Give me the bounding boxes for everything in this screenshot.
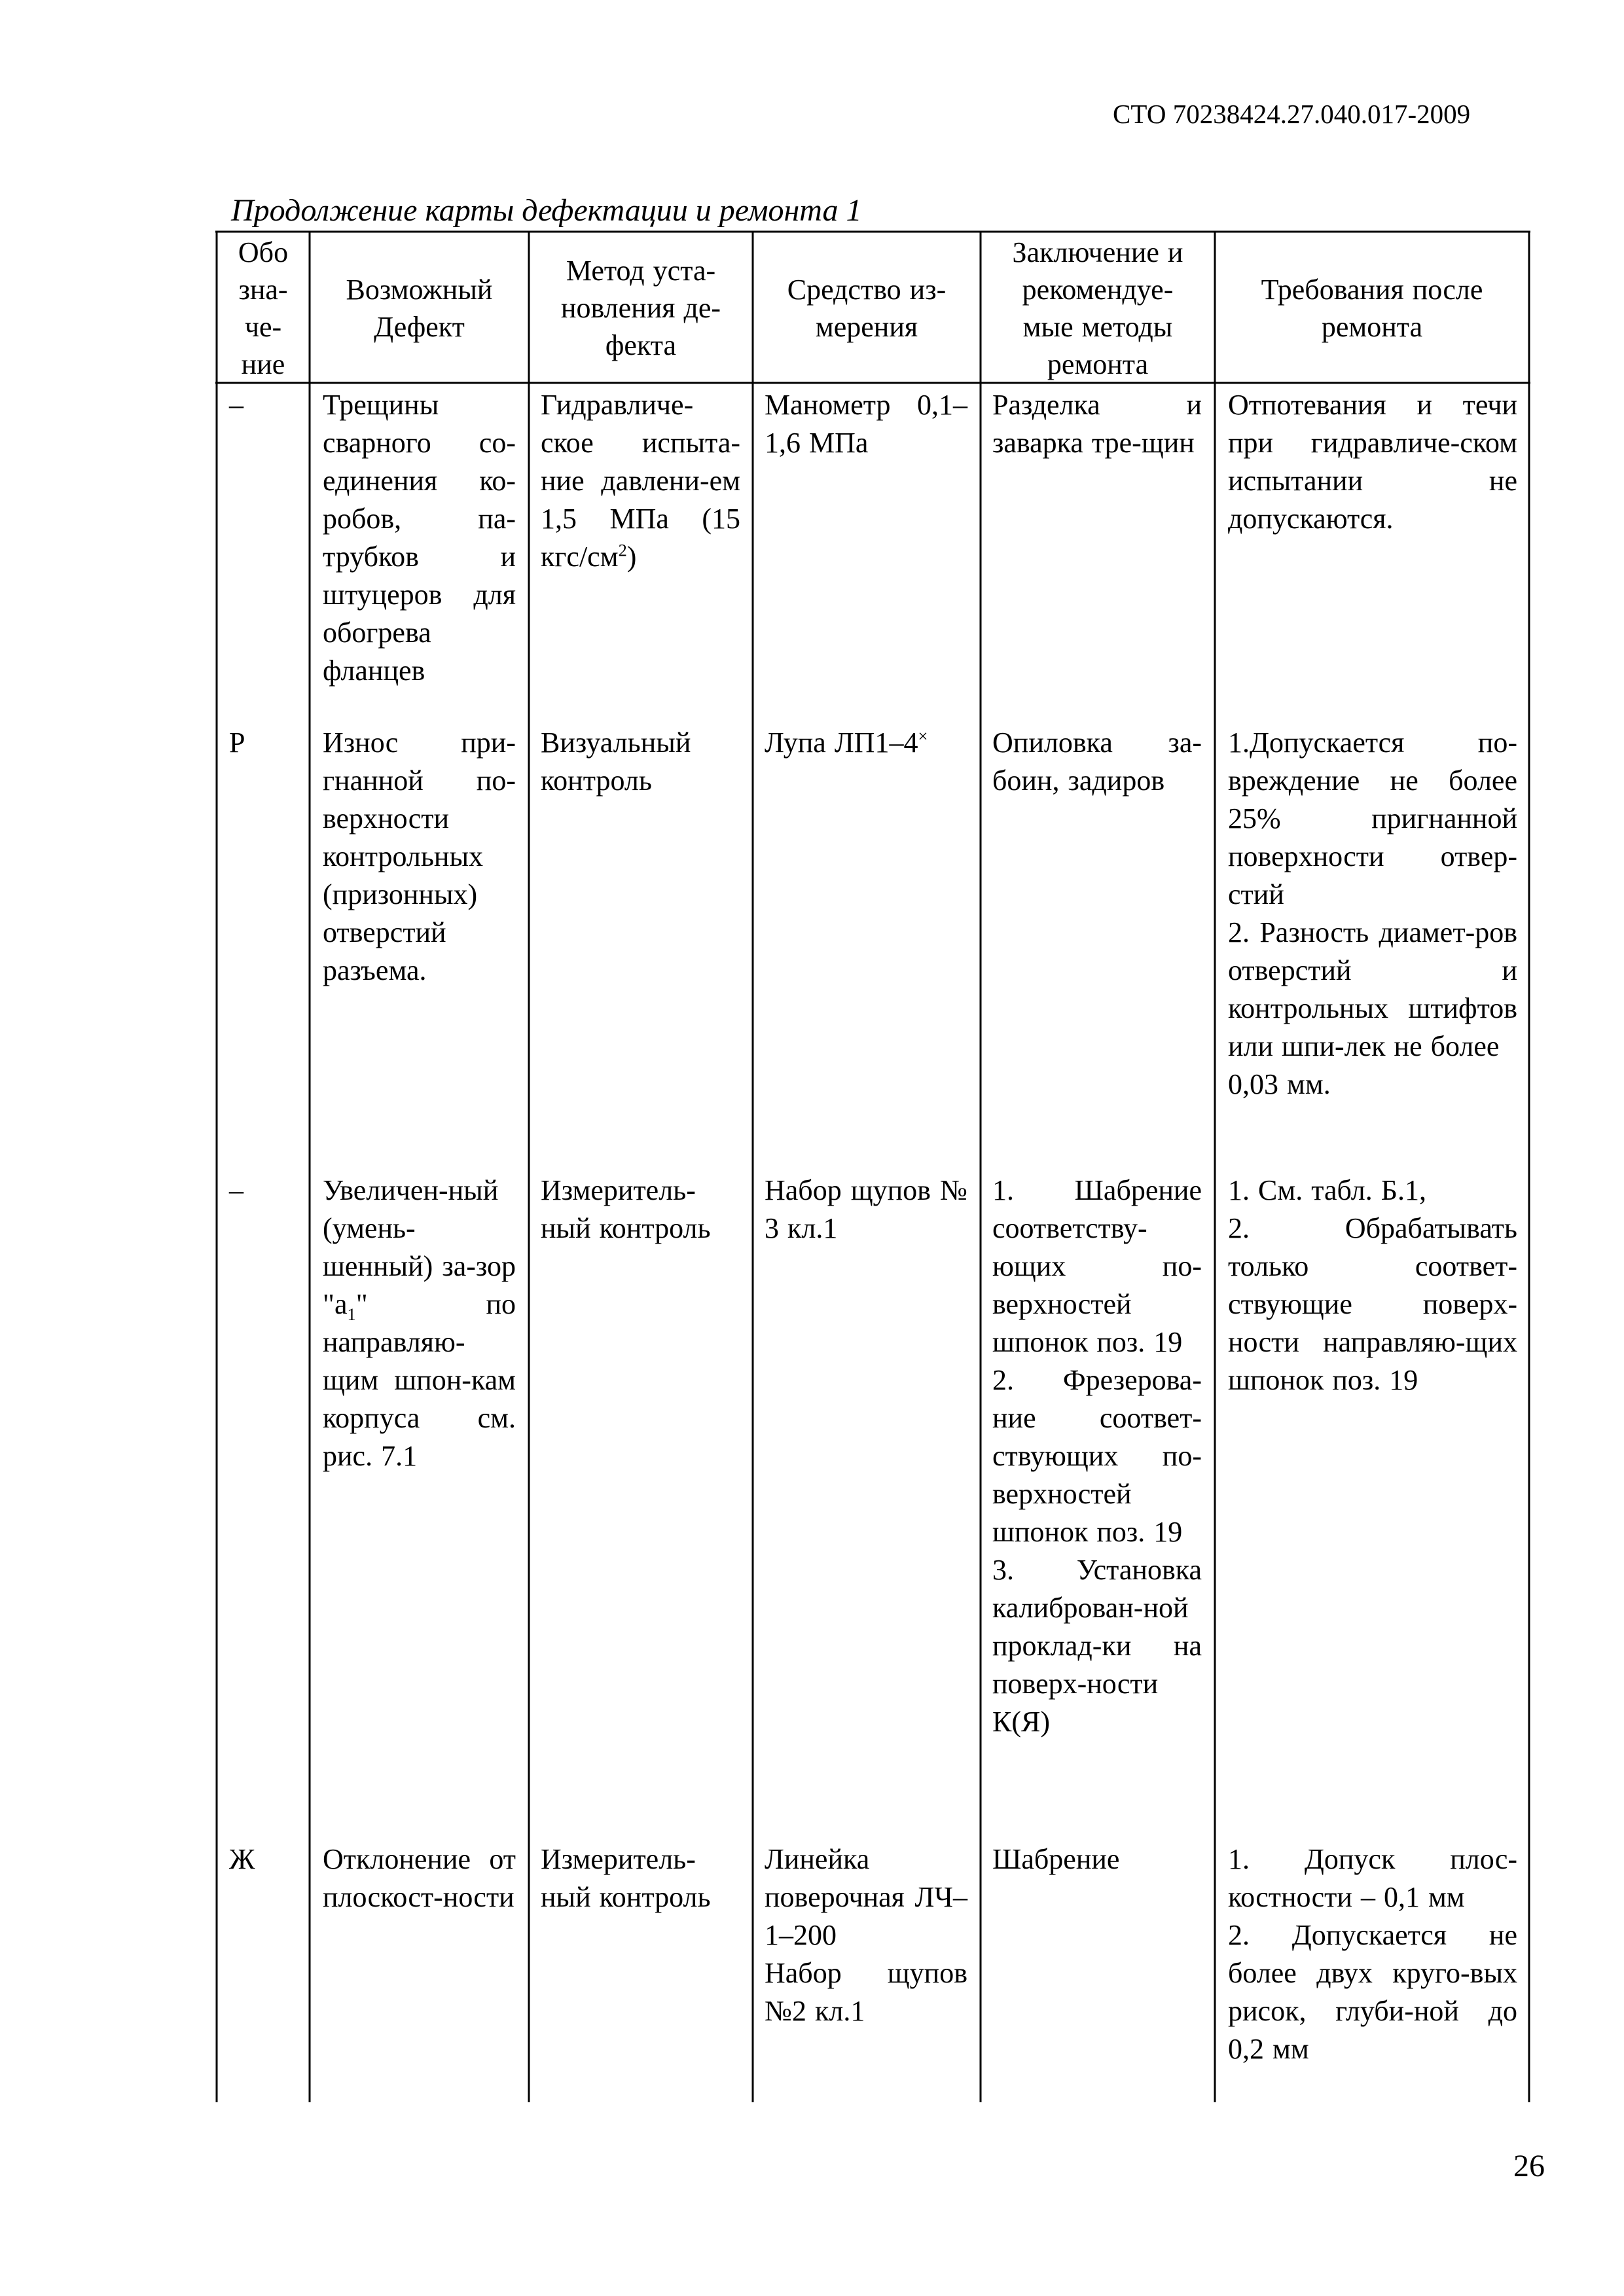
row4-defect: Отклонение от плоскост-ности: [323, 1843, 516, 1913]
row3-defect: [323, 1172, 516, 1475]
row3-defect-a: Увеличен-ный (умень-шенный) за-зор "а: [323, 1174, 516, 1320]
col-header-defect: Возможный Дефект: [346, 273, 493, 343]
col-header-repair: Заключение и рекомендуе- мые методы ремонта: [1012, 236, 1183, 380]
row1-defect: Трещины сварного со-единения ко-робов, па-трубков и штуцеров для обогрева фланцев: [323, 389, 516, 687]
row2-method: Визуальный контроль: [541, 726, 691, 797]
row1-method-close: ): [626, 541, 637, 573]
row3-repair-3: 3. Установка калиброван-ной проклад-ки на поверх-ности К(Я): [992, 1554, 1202, 1738]
row1-tool: Манометр 0,1–1,6 МПа: [765, 389, 967, 459]
row1-repair: Разделка и заварка тре-щин: [992, 389, 1202, 459]
col-header-designation: Обо зна- че- ние: [238, 236, 289, 380]
row4-repair: Шабрение: [992, 1843, 1120, 1875]
row2-requirement-3: 0,03 мм.: [1228, 1068, 1331, 1100]
row4-requirement: [1228, 1840, 1517, 2068]
col-header-requirement: Требования после ремонта: [1261, 273, 1483, 343]
row3-repair-1: 1. Шабрение соответству-ющих по-верхностей шпонок поз. 19: [992, 1174, 1202, 1358]
row4-designation: Ж: [229, 1843, 255, 1875]
row3-method: Измеритель-ный контроль: [541, 1174, 711, 1244]
row4-tool-1: Линейка поверочная ЛЧ–1–200: [765, 1843, 967, 1951]
row3-designation: –: [229, 1174, 244, 1206]
row2-repair: Опиловка за-боин, задиров: [992, 726, 1202, 797]
row2-tool-text: Лупа ЛП1–4: [765, 726, 918, 759]
row3-tool: Набор щупов № 3 кл.1: [765, 1174, 967, 1244]
row3-requirement: [1228, 1172, 1517, 1399]
col-header-method: Метод уста- новления де- фекта: [560, 255, 721, 361]
table-caption: Продолжение карты дефектации и ремонта 1: [231, 193, 862, 228]
row2-requirement-2: 2. Разность диамет-ров отверстий и контрольных штифтов или шпи-лек не более: [1228, 916, 1517, 1062]
row4-requirement-2: 2. Допускается не более двух круго-вых рисок, глуби-ной до 0,2 мм: [1228, 1919, 1517, 2065]
row1-requirement: Отпотевания и течи при гидравличе-ском испытании не допускаются.: [1228, 389, 1517, 535]
row2-requirement: [1228, 724, 1517, 1103]
col-header-tool: Средство из- мерения: [787, 273, 947, 343]
row3-defect-sub: 1: [347, 1304, 356, 1324]
row2-tool-sup: ×: [918, 726, 928, 746]
row1-method: [541, 386, 740, 576]
row3-requirement-1: 1. См. табл. Б.1,: [1228, 1174, 1426, 1206]
row3-requirement-2: 2. Обрабатывать только соответ-ствующие поверх-ности направляю-щих шпонок поз. 19: [1228, 1212, 1517, 1396]
row2-tool: [765, 724, 967, 762]
row1-designation: –: [229, 389, 244, 421]
row1-method-tail: (15 кгс/см: [541, 503, 740, 573]
row4-tool: [765, 1840, 967, 2030]
page-number: 26: [1513, 2149, 1545, 2183]
row3-repair-2: 2. Фрезерова-ние соответ-ствующих по-верхностей шпонок поз. 19: [992, 1364, 1202, 1548]
row2-requirement-1: 1.Допускается по-вреждение не более 25% пригнанной поверхности отвер-стий: [1228, 726, 1517, 910]
row4-method: Измеритель-ный контроль: [541, 1843, 711, 1913]
document-code: СТО 70238424.27.040.017-2009: [1113, 99, 1471, 129]
row3-repair: [992, 1172, 1202, 1741]
row1-method-text: Гидравличе-ское испыта-ние давлени-ем 1,5 МПа: [541, 389, 740, 535]
row4-tool-2: Набор щупов №2 кл.1: [765, 1957, 967, 2027]
row1-method-sup: 2: [618, 540, 627, 560]
row2-defect: Износ при-гнанной по-верхности контрольных (призонных) отверстий разъема.: [323, 726, 516, 986]
row3-defect-b: " по направляю-щим шпон-кам корпуса см. рис. 7.1: [323, 1288, 516, 1472]
row4-requirement-1: 1. Допуск плос-костности – 0,1 мм: [1228, 1843, 1517, 1913]
row2-designation: Р: [229, 726, 245, 759]
